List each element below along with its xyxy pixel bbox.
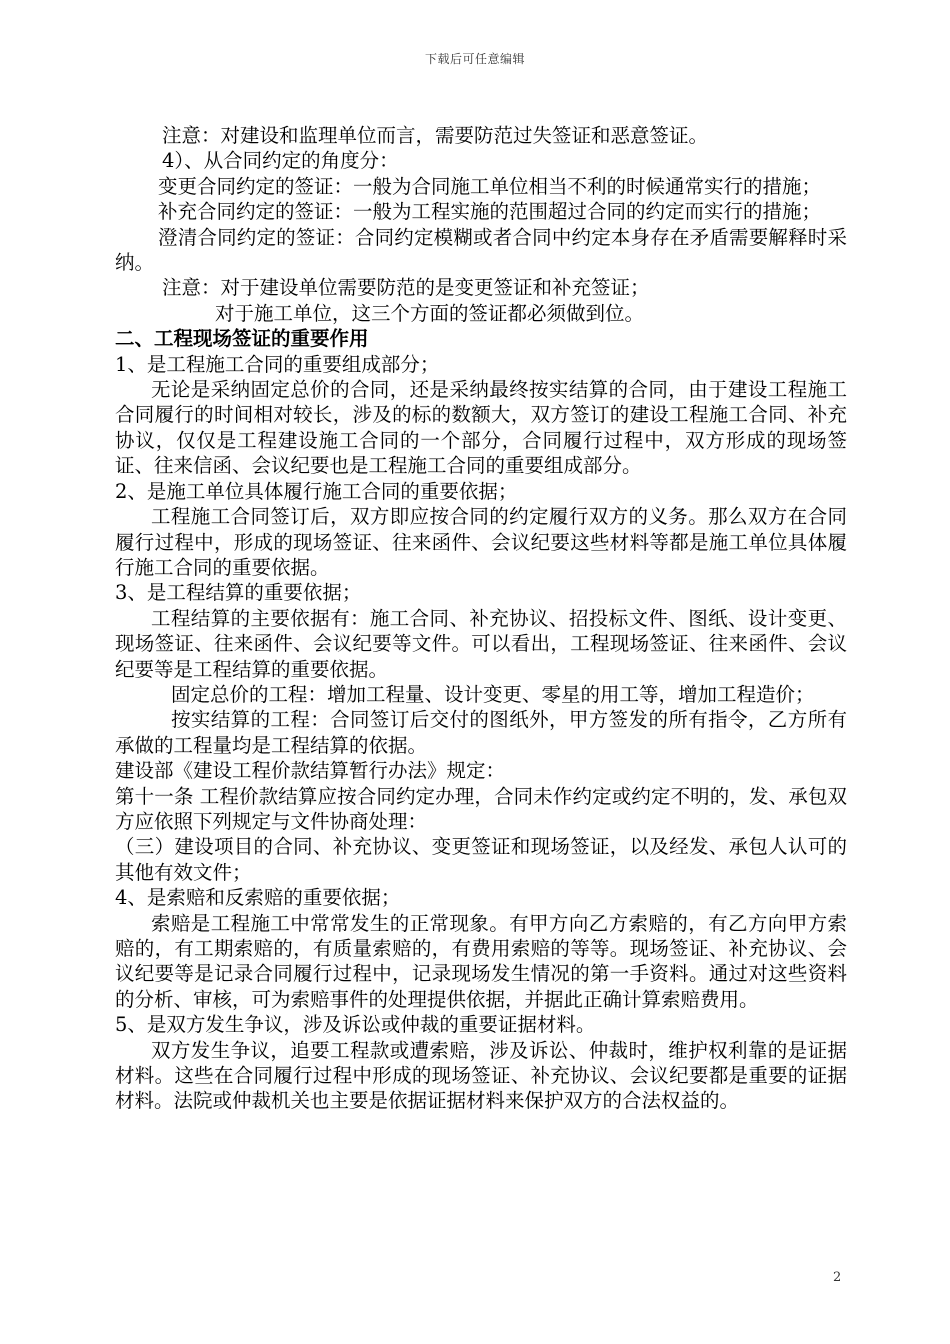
paragraph-note-builder: 注意：对于建设单位需要防范的是变更签证和补充签证； bbox=[162, 276, 650, 300]
item-1-title: 1、是工程施工合同的重要组成部分； bbox=[115, 352, 440, 376]
item-3-body: 工程结算的主要依据有：施工合同、补充协议、招投标文件、图纸、设计变更、现场签证、往来函件、会议纪要等文件。可以看出，工程现场签证、往来函件、会议纪要等是工程结算的重要依据。 bbox=[115, 606, 847, 681]
paragraph-note-contractor: 对于施工单位，这三个方面的签证都必须做到位。 bbox=[215, 301, 645, 325]
item-5-title: 5、是双方发生争议，涉及诉讼或仲裁的重要证据材料。 bbox=[115, 1013, 596, 1037]
item-2-title: 2、是施工单位具体履行施工合同的重要依据； bbox=[115, 479, 518, 503]
item-3-actual-settlement: 按实结算的工程：合同签订后交付的图纸外，甲方签发的所有指令，乙方所有承做的工程量均是工程结算的依据。 bbox=[115, 708, 847, 757]
page-header: 下载后可任意编辑 bbox=[424, 52, 525, 66]
paragraph-note-supervision: 注意：对建设和监理单位而言，需要防范过失签证和恶意签证。 bbox=[162, 124, 709, 147]
page-number: 2 bbox=[833, 1270, 842, 1285]
item-5-body: 双方发生争议，追要工程款或遭索赔，涉及诉讼、仲裁时，维护权利靠的是证据材料。这些在合同履行过程中形成的现场签证、补充协议、会议纪要都是重要的证据材料。法院或仲裁机关也主要是依据证据材料来保护双方的合法权益的。 bbox=[115, 1038, 847, 1113]
item-4-body: 索赔是工程施工中常常发生的正常现象。有甲方向乙方索赔的，有乙方向甲方索赔的，有工期索赔的，有质量索赔的，有费用索赔的等等。现场签证、补充协议、会议纪要等是记录合同履行过程中，记录现场发生情况的第一手资料。通过对这些资料的分析、审核，可为索赔事件的处理提供依据，并据此正确计算索赔费用。 bbox=[115, 911, 847, 1011]
paragraph-clarify-visa: 澄清合同约定的签证：合同约定模糊或者合同中约定本身存在矛盾需要解释时采纳。 bbox=[115, 225, 847, 275]
item-1-body: 无论是采纳固定总价的合同，还是采纳最终按实结算的合同，由于建设工程施工合同履行的时间相对较长，涉及的标的数额大，双方签订的建设工程施工合同、补充协议，仅仅是工程建设施工合同的一个部分，合同履行过程中，双方形成的现场签证、往来信函、会议纪要也是工程施工合同的重要组成部分。 bbox=[115, 378, 847, 478]
item-4-title: 4、是索赔和反索赔的重要依据； bbox=[115, 886, 401, 910]
item-3-title: 3、是工程结算的重要依据； bbox=[115, 581, 362, 605]
paragraph-contract-angle: 4）、从合同约定的角度分： bbox=[162, 149, 399, 173]
regulation-clause-3: （三）建设项目的合同、补充协议、变更签证和现场签证，以及经发、承包人认可的其他有效文件； bbox=[115, 835, 847, 884]
paragraph-change-visa: 变更合同约定的签证：一般为合同施工单位相当不利的时候通常实行的措施； bbox=[158, 174, 822, 198]
document-body bbox=[115, 123, 847, 1114]
regulation-title: 建设部《建设工程价款结算暂行办法》规定： bbox=[115, 759, 506, 783]
paragraph-supplement-visa: 补充合同约定的签证：一般为工程实施的范围超过合同的约定而实行的措施； bbox=[158, 200, 822, 224]
regulation-article-11: 第十一条 工程价款结算应按合同约定办理，合同未作约定或约定不明的，发、承包双方应依照下列规定与文件协商处理： bbox=[115, 784, 847, 833]
section-heading: 二、工程现场签证的重要作用 bbox=[115, 327, 369, 351]
item-3-fixed-price: 固定总价的工程：增加工程量、设计变更、零星的用工等，增加工程造价； bbox=[171, 682, 815, 706]
item-2-body: 工程施工合同签订后，双方即应按合同的约定履行双方的义务。那么双方在合同履行过程中，形成的现场签证、往来函件、会议纪要这些材料等都是施工单位具体履行施工合同的重要依据。 bbox=[115, 505, 847, 579]
